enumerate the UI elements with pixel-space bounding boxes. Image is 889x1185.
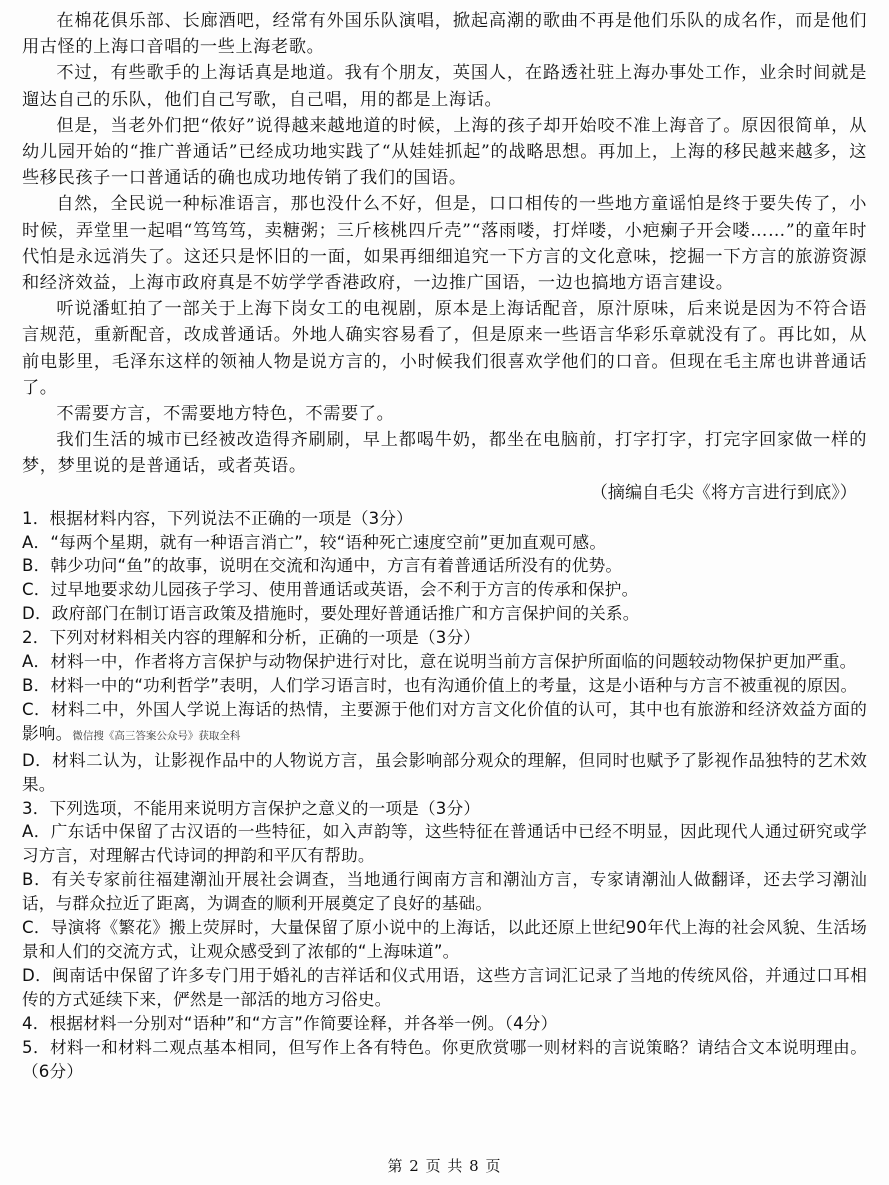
option-d: D．材料二认为，让影视作品中的人物说方言，虽会影响部分观众的理解，但同时也赋予了影视作品独特的艺术效果。 [22,750,867,794]
watermark-text: 微信搜《高三答案公众号》获取全科 [72,729,241,742]
option-b: B．材料一中的“功利哲学”表明，人们学习语言时，也有沟通价值上的考量，这是小语种与方言不被重视的原因。 [22,676,858,695]
passage-paragraph: 不过，有些歌手的上海话真是地道。我有个朋友，英国人，在路透社驻上海办事处工作，业余时间就是遛达自己的乐队，他们自己写歌，自己唱，用的都是上海话。 [22,63,867,110]
question-stem: 1．根据材料内容，下列说法不正确的一项是（3分） [22,508,413,528]
option-a: A．广东话中保留了古汉语的一些特征，如入声韵等，这些特征在普通话中已经不明显，因此现代人通过研究或学习方言，对理解古代诗词的押韵和平仄有帮助。 [22,822,867,866]
question-4: 4．根据材料一分别对“语种”和“方言”作简要诠释，并各举一例。（4分） [22,1013,558,1033]
question-2 [22,626,867,796]
passage-paragraph: 自然，全民说一种标准语言，那也没什么不好，但是，口口相传的一些地方童谣怕是终于要失传了，小时候，弄堂里一起唱“笃笃笃，卖糖粥；三斤核桃四斤壳”“落雨喽，打烊喽，小疤瘌子开会喽……”的童年时代怕是永远消失了。这还只是怀旧的一面，如果再细细追究一下方言的文化意味，挖掘一下方言的旅游资源和经济效益，上海市政府真是不妨学学香港政府，一边推广国语，一边也搞地方语言建设。 [22,194,867,294]
option-c-text: C．材料二中，外国人学说上海话的热情，主要源于他们对方言文化价值的认可，其中也有旅游和经济效益方面的影响。 [22,699,867,743]
option-d: D．闽南话中保留了许多专门用于婚礼的吉祥话和仪式用语，这些方言词汇记录了当地的传统风俗，并通过口耳相传的方式延续下来，俨然是一部活的地方习俗史。 [22,965,867,1009]
question-stem: 2．下列对材料相关内容的理解和分析，正确的一项是（3分） [22,628,481,648]
option-b: B．韩少功问“鱼”的故事，说明在交流和沟通中，方言有着普通话所没有的优势。 [22,556,623,576]
question-section [22,507,867,1084]
option-d: D．政府部门在制订语言政策及措施时，要处理好普通话推广和方言保护间的关系。 [22,604,640,624]
option-a: A．“每两个星期，就有一种语言消亡”，较“语种死亡速度空前”更加直观可感。 [22,532,607,552]
option-a: A．材料一中，作者将方言保护与动物保护进行对比，意在说明当前方言保护所面临的问题较动物保护更加严重。 [22,652,857,672]
option-c: C．导演将《繁花》搬上荧屏时，大量保留了原小说中的上海话，以此还原上世纪90年代上海的社会风貌、生活场景和人们的交流方式，让观众感受到了浓郁的“上海味道”。 [22,918,867,961]
passage-paragraph: 听说潘虹拍了一部关于上海下岗女工的电视剧，原本是上海话配音，原汁原味，后来说是因为不符合语言规范，重新配音，改成普通话。外地人确实容易看了，但是原来一些语言华彩乐章就没有了。再比如，从前电影里，毛泽东这样的领袖人物是说方言的，小时候我们很喜欢学他们的口音。但现在毛主席也讲普通话了。 [22,299,867,398]
passage-paragraph: 但是，当老外们把“侬好”说得越来越地道的时候，上海的孩子却开始咬不准上海音了。原因很简单，从幼儿园开始的“推广普通话”已经成功地实践了“从娃娃抓起”的战略思想。再加上，上海的移民越来越多，这些移民孩子一口普通话的确也成功地传销了我们的国语。 [22,115,867,189]
reading-passage [22,8,867,507]
option-c: C．过早地要求幼儿园孩子学习、使用普通话或英语，会不利于方言的传承和保护。 [22,580,639,600]
option-c [22,698,867,749]
page-footer: 第 2 页 共 8 页 [387,1157,502,1175]
option-b: B．有关专家前往福建潮汕开展社会调查，当地通行闽南方言和潮汕方言，专家请潮汕人做翻译，还去学习潮汕话，与群众拉近了距离，为调查的顺利开展奠定了良好的基础。 [22,870,867,914]
question-1 [22,507,867,627]
question-5: 5．材料一和材料二观点基本相同，但写作上各有特色。你更欣赏哪一则材料的言说策略？请结合文本说明理由。（6分） [22,1037,867,1081]
exam-page [22,8,867,1178]
question-3 [22,797,867,1012]
question-stem: 3．下列选项，不能用来说明方言保护之意义的一项是（3分） [22,798,481,818]
passage-paragraph: 我们生活的城市已经被改造得齐刷刷，早上都喝牛奶，都坐在电脑前，打字打字，打完字回家做一样的梦，梦里说的是普通话，或者英语。 [22,430,867,477]
passage-paragraph: 不需要方言，不需要地方特色，不需要了。 [56,404,395,425]
passage-paragraph: 在棉花俱乐部、长廊酒吧，经常有外国乐队演唱，掀起高潮的歌曲不再是他们乐队的成名作，而是他们用古怪的上海口音唱的一些上海老歌。 [22,11,867,58]
passage-source: （摘编自毛尖《将方言进行到底》） [590,482,857,503]
